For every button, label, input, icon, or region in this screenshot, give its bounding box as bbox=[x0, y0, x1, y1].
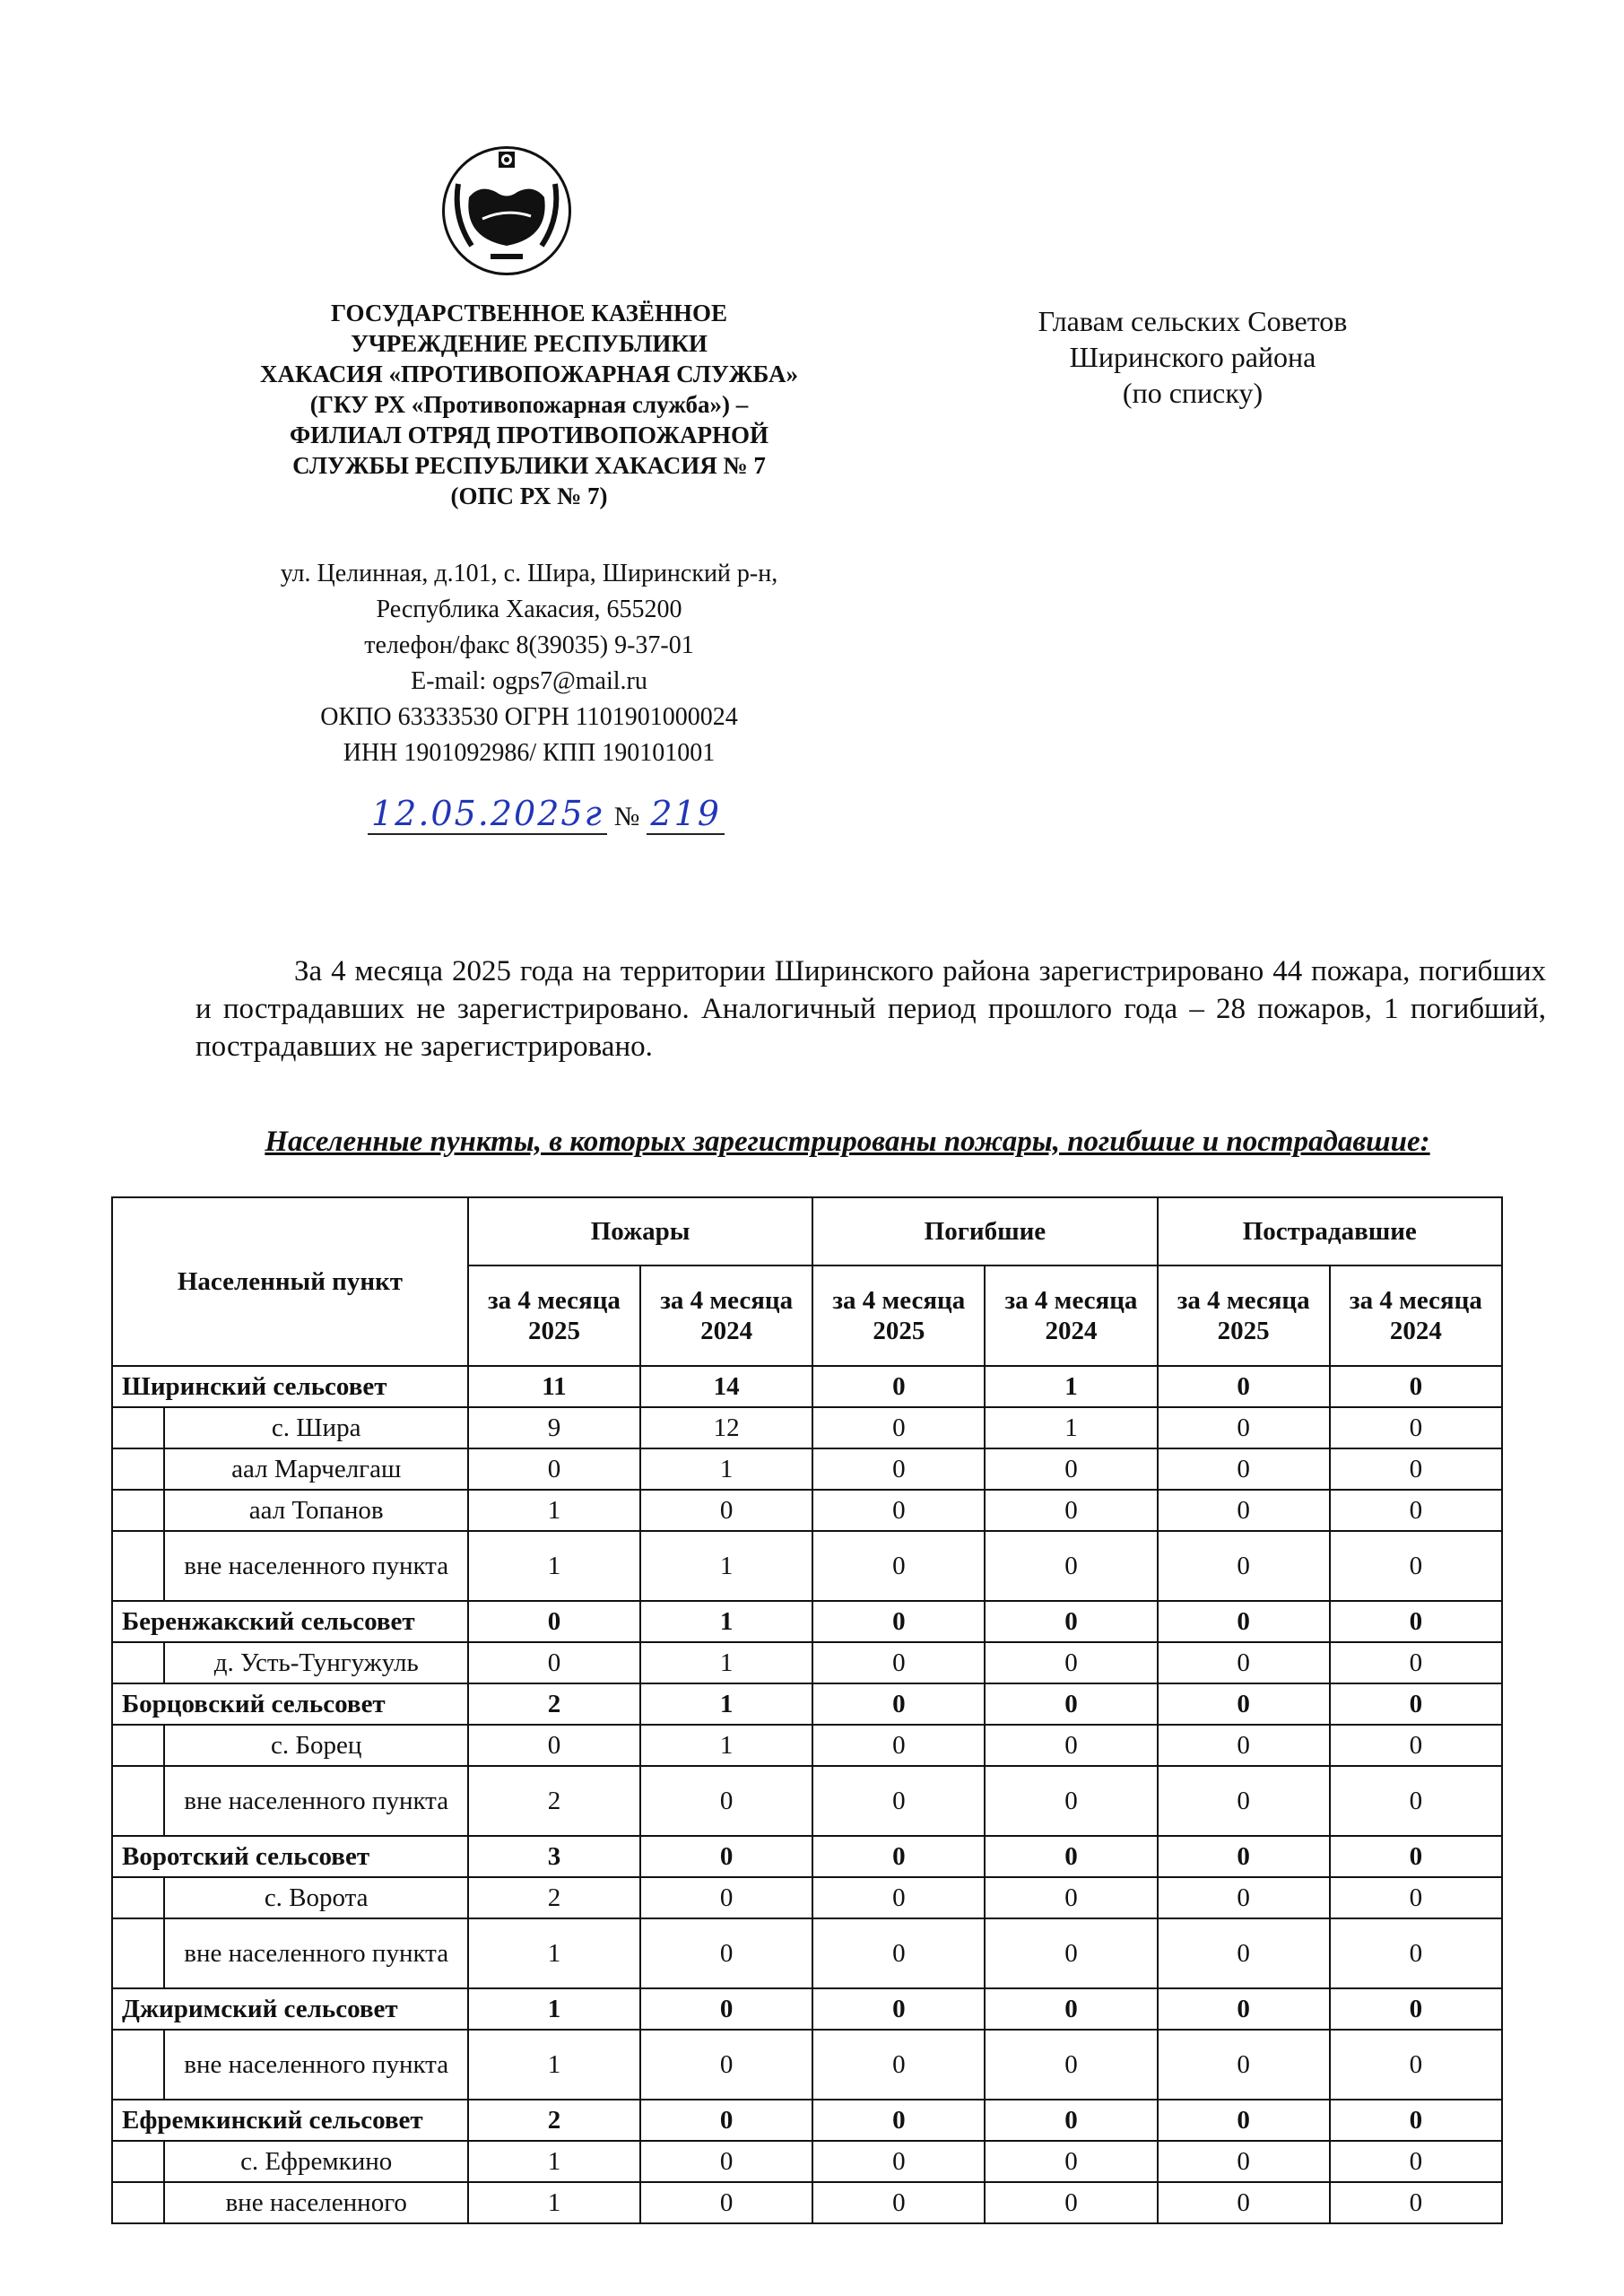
value-cell: 0 bbox=[1158, 1988, 1330, 2030]
summary-paragraph bbox=[195, 952, 1546, 1065]
value-cell: 0 bbox=[812, 1448, 985, 1490]
council-name: Воротский сельсовет bbox=[112, 1836, 468, 1877]
value-cell: 0 bbox=[1158, 1725, 1330, 1766]
council-row bbox=[112, 1601, 1502, 1642]
recipient-line: Ширинского района bbox=[1069, 341, 1316, 373]
value-cell: 0 bbox=[985, 1877, 1157, 1918]
value-cell: 0 bbox=[1158, 1877, 1330, 1918]
value-cell: 0 bbox=[985, 1448, 1157, 1490]
value-cell: 1 bbox=[468, 1918, 640, 1988]
value-cell: 0 bbox=[812, 1531, 985, 1601]
settlement-name: аал Топанов bbox=[164, 1490, 467, 1531]
value-cell: 0 bbox=[468, 1448, 640, 1490]
org-line: ГОСУДАРСТВЕННОЕ КАЗЁННОЕ bbox=[331, 300, 727, 326]
value-cell: 0 bbox=[985, 1918, 1157, 1988]
table-title: Населенные пункты, в которых зарегистрированы пожары, погибшие и пострадавшие: bbox=[265, 1126, 1430, 1158]
sub-header: за 4 месяца 2024 bbox=[985, 1265, 1157, 1366]
value-cell: 1 bbox=[468, 1490, 640, 1531]
settlement-name: вне населенного пункта bbox=[164, 1918, 467, 1988]
settlement-name: с. Шира bbox=[164, 1407, 467, 1448]
value-cell: 0 bbox=[985, 2182, 1157, 2223]
value-cell: 1 bbox=[640, 1448, 812, 1490]
value-cell: 0 bbox=[1158, 2030, 1330, 2100]
fires-table bbox=[111, 1196, 1503, 2224]
value-cell: 1 bbox=[985, 1407, 1157, 1448]
value-cell: 0 bbox=[812, 1366, 985, 1407]
value-cell: 0 bbox=[468, 1601, 640, 1642]
value-cell: 0 bbox=[812, 2100, 985, 2141]
value-cell: 0 bbox=[640, 2100, 812, 2141]
settlement-row bbox=[112, 1407, 1502, 1448]
settlement-row bbox=[112, 1642, 1502, 1683]
coat-of-arms-emblem bbox=[439, 144, 574, 278]
okpo-ogrn-line: ОКПО 63333530 ОГРН 1101901000024 bbox=[320, 703, 738, 731]
value-cell: 1 bbox=[640, 1725, 812, 1766]
value-cell: 2 bbox=[468, 1766, 640, 1836]
sub-header: за 4 месяца 2024 bbox=[1330, 1265, 1502, 1366]
value-cell: 0 bbox=[1330, 1683, 1502, 1725]
council-row bbox=[112, 1988, 1502, 2030]
organization-address bbox=[206, 556, 852, 771]
council-name: Ефремкинский сельсовет bbox=[112, 2100, 468, 2141]
value-cell: 0 bbox=[985, 1642, 1157, 1683]
email-line: E-mail: ogps7@mail.ru bbox=[411, 667, 647, 695]
settlement-name: с. Борец bbox=[164, 1725, 467, 1766]
settlement-name: д. Усть-Тунгужуль bbox=[164, 1642, 467, 1683]
indent-cell bbox=[112, 1642, 164, 1683]
indent-cell bbox=[112, 2141, 164, 2182]
value-cell: 1 bbox=[468, 1988, 640, 2030]
settlement-name: вне населенного пункта bbox=[164, 1766, 467, 1836]
indent-cell bbox=[112, 1766, 164, 1836]
sub-header: за 4 месяца 2025 bbox=[812, 1265, 985, 1366]
value-cell: 0 bbox=[1330, 2141, 1502, 2182]
settlement-row bbox=[112, 2030, 1502, 2100]
council-row bbox=[112, 1683, 1502, 1725]
value-cell: 2 bbox=[468, 2100, 640, 2141]
value-cell: 0 bbox=[812, 1601, 985, 1642]
indent-cell bbox=[112, 2182, 164, 2223]
value-cell: 0 bbox=[1330, 1407, 1502, 1448]
value-cell: 0 bbox=[640, 1877, 812, 1918]
value-cell: 0 bbox=[468, 1725, 640, 1766]
value-cell: 0 bbox=[1330, 1448, 1502, 1490]
summary-text: За 4 месяца 2025 года на территории Ширинского района зарегистрировано 44 пожара, погибших и пострадавших не зарегистрировано. Аналогичный период прошлого года – 28 пожаров, 1 погибший, пострадавших не зарегистрировано. bbox=[195, 955, 1546, 1063]
value-cell: 0 bbox=[1330, 1531, 1502, 1601]
settlement-name: вне населенного пункта bbox=[164, 1531, 467, 1601]
value-cell: 11 bbox=[468, 1366, 640, 1407]
value-cell: 0 bbox=[1158, 2100, 1330, 2141]
value-cell: 14 bbox=[640, 1366, 812, 1407]
indent-cell bbox=[112, 1725, 164, 1766]
value-cell: 0 bbox=[1158, 1366, 1330, 1407]
value-cell: 0 bbox=[1158, 1642, 1330, 1683]
value-cell: 0 bbox=[812, 2030, 985, 2100]
value-cell: 0 bbox=[812, 1725, 985, 1766]
org-line: ФИЛИАЛ ОТРЯД ПРОТИВОПОЖАРНОЙ bbox=[289, 422, 769, 448]
value-cell: 0 bbox=[1330, 1601, 1502, 1642]
value-cell: 0 bbox=[1330, 1877, 1502, 1918]
value-cell: 0 bbox=[1158, 1531, 1330, 1601]
value-cell: 0 bbox=[1158, 1490, 1330, 1531]
settlement-row bbox=[112, 1531, 1502, 1601]
value-cell: 0 bbox=[812, 2141, 985, 2182]
value-cell: 0 bbox=[1330, 2030, 1502, 2100]
value-cell: 0 bbox=[1330, 1766, 1502, 1836]
settlement-name: аал Марчелгаш bbox=[164, 1448, 467, 1490]
value-cell: 0 bbox=[1158, 1836, 1330, 1877]
settlement-name: вне населенного bbox=[164, 2182, 467, 2223]
value-cell: 0 bbox=[640, 2030, 812, 2100]
value-cell: 0 bbox=[1330, 1988, 1502, 2030]
address-line: Республика Хакасия, 655200 bbox=[376, 596, 682, 623]
value-cell: 0 bbox=[1158, 2141, 1330, 2182]
settlement-row bbox=[112, 1725, 1502, 1766]
council-name: Джиримский сельсовет bbox=[112, 1988, 468, 2030]
value-cell: 9 bbox=[468, 1407, 640, 1448]
address-line: ул. Целинная, д.101, с. Шира, Ширинский р-н, bbox=[280, 560, 778, 587]
indent-cell bbox=[112, 1448, 164, 1490]
value-cell: 0 bbox=[985, 1766, 1157, 1836]
value-cell: 0 bbox=[640, 1766, 812, 1836]
org-line: ХАКАСИЯ «ПРОТИВОПОЖАРНАЯ СЛУЖБА» bbox=[259, 361, 799, 387]
settlement-row bbox=[112, 2141, 1502, 2182]
value-cell: 0 bbox=[985, 1683, 1157, 1725]
council-row bbox=[112, 1836, 1502, 1877]
value-cell: 0 bbox=[812, 1683, 985, 1725]
value-cell: 0 bbox=[812, 1490, 985, 1531]
value-cell: 0 bbox=[985, 2141, 1157, 2182]
organization-name bbox=[206, 298, 852, 511]
value-cell: 3 bbox=[468, 1836, 640, 1877]
council-name: Борцовский сельсовет bbox=[112, 1683, 468, 1725]
table-body bbox=[112, 1366, 1502, 2223]
indent-cell bbox=[112, 1877, 164, 1918]
recipient-line: Главам сельских Советов bbox=[1038, 305, 1348, 337]
value-cell: 0 bbox=[812, 1766, 985, 1836]
settlement-name: с. Ефремкино bbox=[164, 2141, 467, 2182]
value-cell: 0 bbox=[985, 1531, 1157, 1601]
value-cell: 0 bbox=[985, 1836, 1157, 1877]
council-name: Ширинский сельсовет bbox=[112, 1366, 468, 1407]
value-cell: 0 bbox=[640, 2141, 812, 2182]
value-cell: 0 bbox=[985, 2030, 1157, 2100]
registration-date: 12.05.2025г bbox=[368, 794, 607, 835]
number-sign: № bbox=[613, 802, 640, 831]
value-cell: 0 bbox=[1330, 1725, 1502, 1766]
value-cell: 0 bbox=[1158, 2182, 1330, 2223]
council-row bbox=[112, 2100, 1502, 2141]
value-cell: 0 bbox=[1330, 2100, 1502, 2141]
value-cell: 0 bbox=[640, 1988, 812, 2030]
settlement-row bbox=[112, 1877, 1502, 1918]
settlement-row bbox=[112, 2182, 1502, 2223]
sub-header: за 4 месяца 2025 bbox=[468, 1265, 640, 1366]
col-header-settlement: Населенный пункт bbox=[112, 1197, 468, 1366]
value-cell: 0 bbox=[985, 1988, 1157, 2030]
indent-cell bbox=[112, 1531, 164, 1601]
value-cell: 0 bbox=[812, 2182, 985, 2223]
group-header-injured: Пострадавшие bbox=[1158, 1197, 1502, 1265]
org-line: (ОПС РХ № 7) bbox=[450, 483, 608, 509]
value-cell: 0 bbox=[1158, 1683, 1330, 1725]
value-cell: 0 bbox=[468, 1642, 640, 1683]
value-cell: 1 bbox=[468, 1531, 640, 1601]
value-cell: 1 bbox=[640, 1642, 812, 1683]
council-row bbox=[112, 1366, 1502, 1407]
indent-cell bbox=[112, 2030, 164, 2100]
inn-kpp-line: ИНН 1901092986/ КПП 190101001 bbox=[343, 739, 716, 767]
value-cell: 0 bbox=[812, 1918, 985, 1988]
settlement-row bbox=[112, 1448, 1502, 1490]
phone-line: телефон/факс 8(39035) 9-37-01 bbox=[364, 631, 694, 659]
value-cell: 0 bbox=[1330, 1918, 1502, 1988]
value-cell: 2 bbox=[468, 1683, 640, 1725]
value-cell: 0 bbox=[812, 1988, 985, 2030]
indent-cell bbox=[112, 1490, 164, 1531]
registration-number: 219 bbox=[647, 794, 725, 835]
council-name: Беренжакский сельсовет bbox=[112, 1601, 468, 1642]
value-cell: 0 bbox=[1158, 1766, 1330, 1836]
value-cell: 0 bbox=[640, 1836, 812, 1877]
registration-line bbox=[368, 794, 725, 833]
value-cell: 1 bbox=[640, 1531, 812, 1601]
value-cell: 1 bbox=[468, 2030, 640, 2100]
org-line: СЛУЖБЫ РЕСПУБЛИКИ ХАКАСИЯ № 7 bbox=[292, 452, 766, 479]
value-cell: 0 bbox=[812, 1407, 985, 1448]
indent-cell bbox=[112, 1407, 164, 1448]
recipient-line: (по списку) bbox=[1122, 377, 1264, 409]
org-line: УЧРЕЖДЕНИЕ РЕСПУБЛИКИ bbox=[351, 330, 708, 357]
value-cell: 0 bbox=[1158, 1918, 1330, 1988]
value-cell: 0 bbox=[1158, 1601, 1330, 1642]
value-cell: 1 bbox=[468, 2141, 640, 2182]
value-cell: 12 bbox=[640, 1407, 812, 1448]
value-cell: 1 bbox=[640, 1683, 812, 1725]
group-header-deaths: Погибшие bbox=[812, 1197, 1157, 1265]
sub-header: за 4 месяца 2024 bbox=[640, 1265, 812, 1366]
settlement-row bbox=[112, 1918, 1502, 1988]
value-cell: 0 bbox=[985, 2100, 1157, 2141]
settlement-row bbox=[112, 1490, 1502, 1531]
indent-cell bbox=[112, 1918, 164, 1988]
value-cell: 0 bbox=[812, 1836, 985, 1877]
value-cell: 2 bbox=[468, 1877, 640, 1918]
value-cell: 0 bbox=[812, 1642, 985, 1683]
group-header-fires: Пожары bbox=[468, 1197, 812, 1265]
recipient-block bbox=[986, 303, 1399, 411]
value-cell: 0 bbox=[640, 1490, 812, 1531]
value-cell: 0 bbox=[1330, 2182, 1502, 2223]
value-cell: 0 bbox=[1158, 1448, 1330, 1490]
value-cell: 0 bbox=[1330, 1366, 1502, 1407]
value-cell: 1 bbox=[985, 1366, 1157, 1407]
settlement-name: вне населенного пункта bbox=[164, 2030, 467, 2100]
value-cell: 1 bbox=[640, 1601, 812, 1642]
value-cell: 0 bbox=[640, 1918, 812, 1988]
value-cell: 0 bbox=[985, 1725, 1157, 1766]
value-cell: 0 bbox=[1330, 1490, 1502, 1531]
value-cell: 0 bbox=[985, 1490, 1157, 1531]
settlement-name: с. Ворота bbox=[164, 1877, 467, 1918]
value-cell: 0 bbox=[640, 2182, 812, 2223]
value-cell: 0 bbox=[1330, 1642, 1502, 1683]
value-cell: 0 bbox=[812, 1877, 985, 1918]
org-line: (ГКУ РХ «Противопожарная служба») – bbox=[309, 391, 749, 418]
settlement-row bbox=[112, 1766, 1502, 1836]
value-cell: 0 bbox=[985, 1601, 1157, 1642]
value-cell: 1 bbox=[468, 2182, 640, 2223]
sub-header: за 4 месяца 2025 bbox=[1158, 1265, 1330, 1366]
value-cell: 0 bbox=[1158, 1407, 1330, 1448]
value-cell: 0 bbox=[1330, 1836, 1502, 1877]
